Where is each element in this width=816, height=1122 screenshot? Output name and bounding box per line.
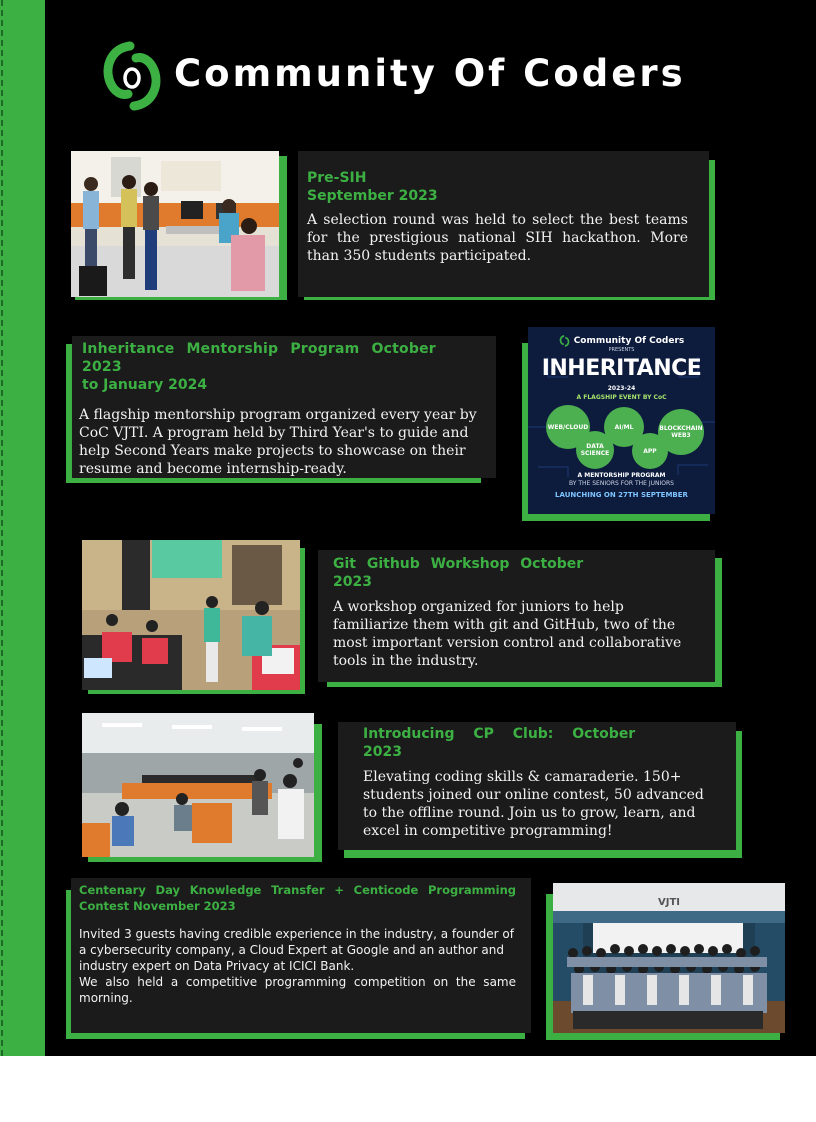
event-description: Elevating coding skills & camaraderie. 150+ students joined our online contest, 50 advanced to the offline round. Join us to grow, learn, and excel in competitive programming!: [363, 769, 704, 839]
event-card-inheritance: [72, 336, 496, 478]
poster-presents: PRESENTS: [608, 347, 635, 353]
pre-sih-photo: [71, 151, 279, 297]
event-card-centenary: [71, 878, 531, 1033]
green-side-stripe: [0, 0, 45, 1056]
poster-bubble: AI/ML: [604, 407, 644, 447]
event-description-2: We also held a competitive programming competition on the same morning.: [79, 975, 516, 1005]
event-title: Centenary Day Knowledge Transfer + Centicode Programming Contest November 2023: [79, 883, 516, 913]
event-card-pre-sih: [298, 151, 709, 297]
poster-tagline: A FLAGSHIP EVENT BY CoC: [576, 394, 667, 401]
coc-logo-icon: [100, 40, 164, 112]
event-description: A selection round was held to select the best teams for the prestigious national SIH hackathon. More than 350 students participated.: [307, 212, 688, 264]
poster-brand: [528, 335, 715, 347]
event-date: 2023: [363, 744, 402, 760]
event-date: 2023: [333, 574, 372, 590]
cp-club-photo: [82, 713, 314, 857]
coc-logo-icon: [559, 335, 570, 347]
dashed-border: [1, 0, 3, 1056]
event-description: A workshop organized for juniors to help familiarize them with git and GitHub, two of the most important version control and collaborative tools in the industry.: [333, 599, 682, 669]
poster-bubble: APP: [632, 433, 668, 469]
poster-bubble: DATA SCIENCE: [576, 431, 614, 469]
poster-year: 2023-24: [607, 385, 636, 392]
poster-subtitle: A MENTORSHIP PROGRAM: [577, 472, 666, 479]
event-date: September 2023: [307, 188, 438, 204]
vjti-sign: VJTI: [657, 897, 681, 908]
poster-bubble: BLOCKCHAIN WEB3: [658, 409, 704, 455]
poster-launch-date: LAUNCHING ON 27TH SEPTEMBER: [555, 491, 688, 499]
event-title: Inheritance Mentorship Program October 2023: [82, 341, 436, 375]
event-card-cp-club: [338, 722, 736, 850]
event-title: Introducing CP Club: October: [363, 726, 636, 742]
poster-subtitle-2: BY THE SENIORS FOR THE JUNIORS: [569, 480, 674, 487]
inheritance-poster: [528, 327, 715, 514]
event-description: Invited 3 guests having credible experience in the industry, a founder of a cybersecurity company, a Cloud Expert at Google and an author and industry expert on Data Privacy at ICICI Bank.: [79, 927, 514, 973]
event-title: Git Github Workshop October: [333, 556, 584, 572]
poster-title: INHERITANCE: [541, 356, 702, 381]
poster-brand-text: Community Of Coders: [573, 336, 685, 346]
event-title: Pre-SIH: [307, 170, 367, 186]
page-title: Community Of Coders: [174, 52, 686, 95]
event-date: to January 2024: [82, 377, 208, 393]
poster-bubble: WEB/CLOUD: [546, 405, 590, 449]
event-description: A flagship mentorship program organized every year by CoC VJTI. A program held by Third Year's to guide and help Second Years make projects to showcase on their resume and become internship-ready.: [79, 407, 477, 477]
event-card-git-workshop: [318, 550, 715, 682]
group-photo: [553, 883, 785, 1033]
git-workshop-photo: [82, 540, 300, 690]
